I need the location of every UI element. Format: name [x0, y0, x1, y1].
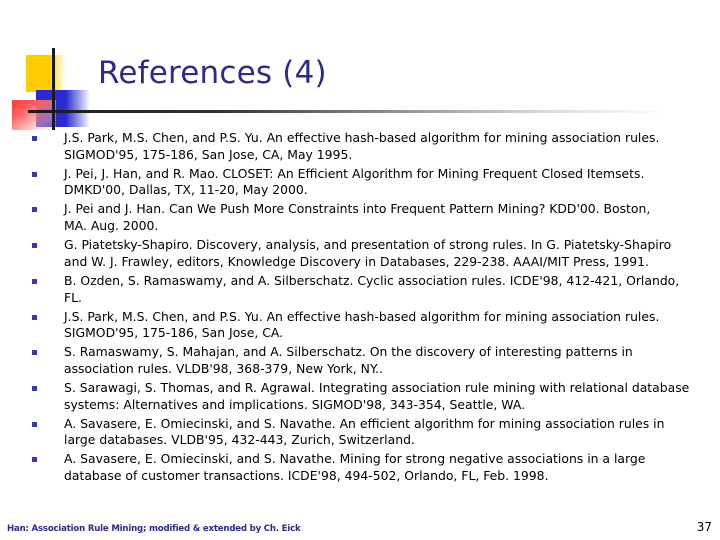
reference-line: SIGMOD'95, 175-186, San Jose, CA, May 1995. [64, 146, 353, 162]
square-bullet-icon [32, 136, 37, 141]
reference-line: A. Savasere, E. Omiecinski, and S. Navathe. Mining for strong negative associations in a large [64, 451, 646, 467]
square-bullet-icon [32, 279, 37, 284]
square-bullet-icon [32, 457, 37, 462]
reference-line: FL. [64, 289, 82, 305]
reference-line: J.S. Park, M.S. Chen, and P.S. Yu. An effective hash-based algorithm for mining association rules. [64, 130, 660, 145]
square-bullet-icon [32, 386, 37, 391]
reference-line: DMKD'00, Dallas, TX, 11-20, May 2000. [64, 182, 308, 198]
reference-line: database of customer transactions. ICDE'98, 494-502, Orlando, FL, Feb. 1998. [64, 468, 549, 484]
reference-item [32, 130, 702, 163]
reference-line: J.S. Park, M.S. Chen, and P.S. Yu. An effective hash-based algorithm for mining association rules. [64, 308, 660, 324]
title-underline [28, 110, 668, 113]
page-number: 37 [696, 520, 712, 534]
reference-item [32, 380, 702, 413]
reference-line: and W. J. Frawley, editors, Knowledge Discovery in Databases, 229-238. AAAI/MIT Press, 1991. [64, 253, 649, 269]
reference-item [32, 237, 702, 270]
reference-line: association rules. VLDB'98, 368-379, New York, NY.. [64, 360, 383, 376]
square-bullet-icon [32, 243, 37, 248]
decor-red-square [12, 100, 56, 130]
reference-line: large databases. VLDB'95, 432-443, Zurich, Switzerland. [64, 432, 415, 448]
square-bullet-icon [32, 350, 37, 355]
square-bullet-icon [32, 422, 37, 427]
square-bullet-icon [32, 207, 37, 212]
reference-line: SIGMOD'95, 175-186, San Jose, CA. [64, 325, 284, 341]
reference-line: J. Pei and J. Han. Can We Push More Constraints into Frequent Pattern Mining? KDD'00. Boston, [64, 201, 651, 217]
reference-item [32, 416, 702, 449]
reference-line: S. Sarawagi, S. Thomas, and R. Agrawal. Integrating association rule mining with relational database [64, 379, 690, 395]
reference-item [32, 309, 702, 342]
reference-line: J. Pei, J. Han, and R. Mao. CLOSET: An Efficient Algorithm for Mining Frequent Closed Itemsets. [64, 165, 645, 181]
decor-vertical-line [52, 48, 55, 130]
slide-title: References (4) [98, 55, 327, 91]
reference-line: G. Piatetsky-Shapiro. Discovery, analysis, and presentation of strong rules. In G. Piatetsky-Shapiro [64, 237, 672, 253]
decor-yellow-square [26, 55, 66, 92]
reference-item [32, 201, 702, 234]
reference-item [32, 166, 702, 199]
square-bullet-icon [32, 315, 37, 320]
reference-line: B. Ozden, S. Ramaswamy, and A. Silberschatz. Cyclic association rules. ICDE'98, 412-421, Orlando, [64, 272, 680, 288]
reference-line: systems: Alternatives and implications. SIGMOD'98, 343-354, Seattle, WA. [64, 396, 526, 412]
reference-line: MA. Aug. 2000. [64, 218, 159, 234]
footer-caption: Han: Association Rule Mining; modified & extended by Ch. Eick [7, 524, 301, 534]
square-bullet-icon [32, 172, 37, 177]
reference-item [32, 344, 702, 377]
reference-line: S. Ramaswamy, S. Mahajan, and A. Silberschatz. On the discovery of interesting patterns in [64, 344, 633, 360]
reference-item [32, 273, 702, 306]
reference-item [32, 451, 702, 484]
reference-list [32, 130, 702, 487]
reference-line: A. Savasere, E. Omiecinski, and S. Navathe. An efficient algorithm for mining association rules in [64, 415, 665, 431]
